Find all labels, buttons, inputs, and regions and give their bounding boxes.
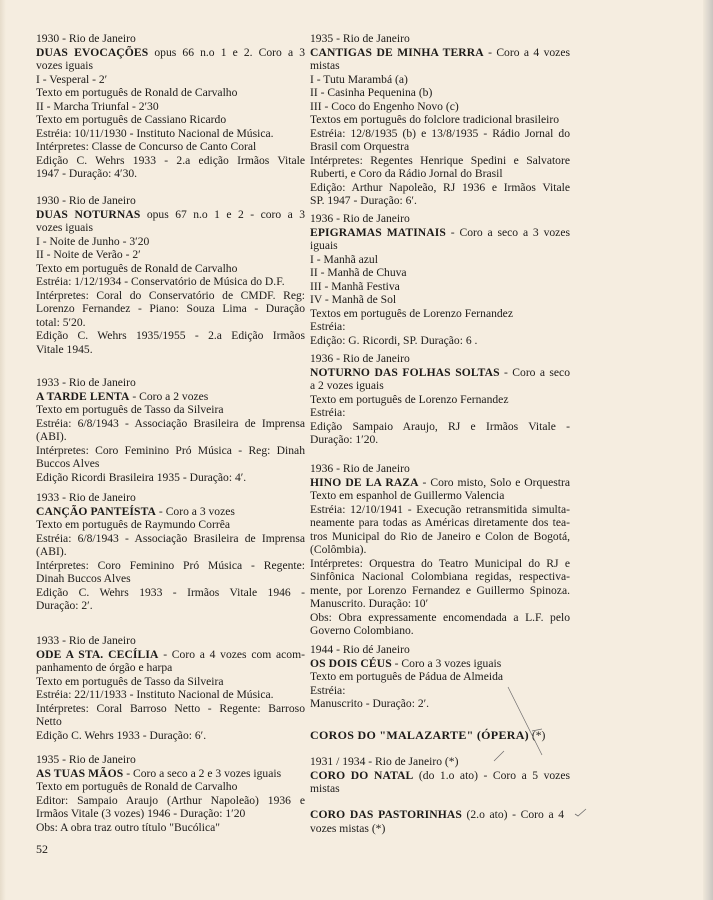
entry-line: Estréia: [310, 320, 346, 333]
entry-line: Duração: 1′20. [310, 433, 379, 446]
entry-title: OS DOIS CÉUS [310, 656, 392, 670]
entry-place: 1935 - Rio de Janeiro [36, 753, 136, 766]
entry-title: CORO DO NATAL [310, 768, 414, 782]
page-number: 52 [36, 842, 48, 856]
entry-place: 1936 - Rio de Janeiro [310, 212, 410, 225]
entry-title: DUAS EVOCAÇÕES [36, 45, 149, 59]
entry-subtitle: - Coro a 2 vozes [129, 389, 209, 403]
entry-line: Intérpretes: Coro Feminino Pró Música - Reg: Dinah [36, 443, 305, 457]
page-edge-left [0, 0, 6, 900]
entry-line: (Colômbia). [310, 543, 367, 556]
pencil-check-icon [575, 809, 586, 816]
entry-coro-do-natal [310, 755, 570, 796]
entry-line: Sinfônica Nacional Colombiana regidas, respectiva- [310, 570, 570, 583]
page-binding-edge [703, 0, 713, 900]
entry-subtitle: - Coro a 4 vozes com acom- [158, 647, 305, 661]
entry-line: Intérpretes: Coro Feminino Pró Música - Regente: [36, 558, 305, 572]
entry-line: Intérpretes: Orquestra do Teatro Municipal do RJ e [310, 556, 570, 570]
entry-line: Texto em português de Cassiano Ricardo [36, 113, 227, 126]
entry-subtitle: - Coro a 3 vozes [156, 504, 235, 518]
entry-line: Estréia: 10/11/1930 - Instituto Nacional de Música. [36, 126, 274, 140]
entry-ode-a-sta-cecilia [36, 634, 305, 742]
entry-line: iguais [310, 239, 338, 252]
entry-line: Obs: Obra expressamente encomendada a L.F. pelo [310, 610, 570, 624]
pencil-check-mark [574, 806, 588, 818]
entry-line: SP. 1947 - Duração: 6′. [310, 194, 417, 207]
entry-place: 1935 - Rio de Janeiro [310, 32, 410, 45]
entry-place: 1933 - Rio de Janeiro [36, 491, 136, 504]
entry-place: 1944 - Rio dé Janeiro [310, 643, 410, 656]
entry-place: 1933 - Rio de Janeiro [36, 376, 136, 389]
entry-line: Texto em português de Pádua de Almeida [310, 670, 504, 683]
entry-line: neamente para todas as Américas diretamente dos tea- [310, 516, 570, 529]
entry-line: Edição C. Wehrs 1935/1955 - 2.a Edição Irmãos [36, 329, 305, 342]
entry-title: HINO DE LA RAZA [310, 475, 419, 489]
entry-place: 1931 / 1934 - Rio de Janeiro (*) [310, 755, 459, 768]
entry-duas-evocacoes [36, 32, 305, 181]
entry-place: 1930 - Rio de Janeiro [36, 194, 136, 207]
entry-line: Intérpretes: Coral do Conservatório de CMDF. Reg: [36, 288, 305, 302]
entry-subtitle: opus 67 n.o 1 e 2 - coro a 3 [140, 207, 306, 221]
entry-line: Intérpretes: Regentes Henrique Spedini e Salvatore [310, 153, 570, 167]
entry-os-dois-ceus [310, 643, 570, 711]
entry-line: Estréia: [310, 683, 346, 697]
entry-line: Estréia: 22/11/1933 - Instituto Nacional de Música. [36, 688, 274, 701]
entry-line: Intérpretes: Coral Barroso Netto - Regente: Barroso [36, 701, 305, 715]
entry-coro-das-pastorinhas [310, 808, 570, 835]
entry-subtitle: opus 66 n.o 1 e 2. Coro a 3 [148, 45, 305, 59]
entry-line: Intérpretes: Classe de Concurso de Canto Coral [36, 140, 257, 153]
entry-line: I - Manhã azul [310, 252, 378, 266]
entry-line: Texto em português de Tasso da Silveira [36, 674, 224, 688]
entry-line: Edição C. Wehrs 1933 - Duração: 6′. [36, 728, 207, 742]
section-coros-do-malazarte [310, 729, 570, 743]
entry-line: Edição: Arthur Napoleão, RJ 1936 e Irmãos Vitale [310, 180, 570, 194]
entry-line: Manuscrito - Duração: 2′. [310, 697, 430, 710]
entry-subtitle: - Coro a 3 vozes iguais [391, 656, 502, 670]
entry-line: Texto em espanhol de Guillermo Valencia [310, 489, 505, 502]
entry-title: A TARDE LENTA [36, 389, 130, 403]
entry-line: III - Manhã Festiva [310, 279, 400, 293]
entry-line: tros Municipal do Rio de Janeiro e Colon de Bogotá, [310, 529, 570, 543]
entry-line: II - Marcha Triunfal - 2′30 [36, 99, 159, 113]
entry-line: III - Coco do Engenho Novo (c) [310, 99, 459, 113]
entry-cancao-panteista [36, 491, 305, 613]
entry-line: Vitale 1945. [36, 342, 93, 356]
entry-line: Estréia: 6/8/1943 - Associação Brasileira de Imprensa [36, 531, 305, 545]
entry-line: Governo Colombiano. [310, 624, 414, 637]
entry-line: Estréia: 6/8/1943 - Associação Brasileira de Imprensa [36, 416, 305, 430]
entry-line: Obs: A obra traz outro título "Bucólica" [36, 820, 220, 834]
entry-line: vozes iguais [36, 221, 93, 234]
entry-title: CANTIGAS DE MINHA TERRA [310, 45, 484, 59]
entry-place: 1933 - Rio de Janeiro [36, 634, 136, 647]
entry-subtitle: - Coro a seco a 2 e 3 vozes iguais [123, 766, 282, 780]
entry-place: 1936 - Rio de Janeiro [310, 462, 410, 475]
entry-line: Estréia: 1/12/1934 - Conservatório de Música do D.F. [36, 275, 285, 288]
entry-line: Editor: Sampaio Araujo (Arthur Napoleão) 1936 e [36, 793, 305, 807]
entry-line: Estréia: 12/8/1935 (b) e 13/8/1935 - Rádio Jornal do [310, 126, 570, 140]
entry-title: AS TUAS MÃOS [36, 766, 124, 780]
entry-line: Edição C. Wehrs 1933 - 2.a edição Irmãos Vitale [36, 153, 305, 167]
entry-a-tarde-lenta [36, 376, 305, 484]
entry-line: Textos em português do folclore tradicional brasileiro [310, 113, 560, 126]
entry-line: Dinah Buccos Alves [36, 572, 131, 585]
entry-line: Texto em português de Tasso da Silveira [36, 403, 224, 416]
entry-line: Buccos Alves [36, 457, 100, 470]
entry-line: a 2 vozes iguais [310, 379, 384, 392]
entry-line: Ruberti, e Coro da Rádio Jornal do Brasil [310, 167, 503, 180]
entry-line: Estréia: [310, 406, 346, 419]
entry-title: NOTURNO DAS FOLHAS SOLTAS [310, 365, 500, 379]
entry-subtitle: - Coro misto, Solo e Orquestra [418, 475, 570, 489]
entry-line: (ABI). [36, 430, 67, 443]
entry-line: Edição C. Wehrs 1933 - Irmãos Vitale 1946 - [36, 585, 305, 599]
entry-line: 1947 - Duração: 4′30. [36, 167, 138, 180]
entry-line: Edição Ricordi Brasileira 1935 - Duração: 4′. [36, 470, 247, 484]
entry-line: Edição Sampaio Araujo, RJ e Irmãos Vitale - [310, 419, 570, 433]
entry-line: Texto em português de Lorenzo Fernandez [310, 392, 509, 406]
entry-line: Texto em português de Ronald de Carvalho [36, 780, 238, 793]
entry-line: Edição: G. Ricordi, SP. Duração: 6 . [310, 333, 478, 347]
entry-line: mente, por Lorenzo Fernandez e Guillermo Spinoza. [310, 583, 570, 597]
entry-line: Brasil com Orquestra [310, 140, 410, 153]
entry-line: total: 5′20. [36, 315, 86, 329]
entry-line: vozes mistas (*) [310, 821, 386, 835]
entry-title: ODE A STA. CECÍLIA [36, 647, 159, 661]
entry-line: II - Noite de Verão - 2′ [36, 248, 141, 261]
entry-as-tuas-maos [36, 753, 305, 834]
entry-title: DUAS NOTURNAS [36, 207, 141, 221]
entry-place: 1936 - Rio de Janeiro [310, 352, 410, 365]
entry-line: II - Casinha Pequenina (b) [310, 86, 433, 99]
entry-duas-noturnas [36, 194, 305, 356]
entry-line: I - Tutu Marambá (a) [310, 72, 408, 86]
entry-line: panhamento de órgão e harpa [36, 661, 173, 674]
entry-subtitle: - Coro a seco a 3 vozes [445, 225, 570, 239]
entry-epigramas-matinais [310, 212, 570, 347]
section-heading: COROS DO "MALAZARTE" (ÓPERA) [310, 728, 529, 742]
entry-line: I - Vesperal - 2′ [36, 72, 108, 86]
entry-title: CANÇÃO PANTEÍSTA [36, 504, 157, 518]
entry-place: 1930 - Rio de Janeiro [36, 32, 136, 45]
entry-title: CORO DAS PASTORINHAS [310, 808, 462, 821]
entry-line: Duração: 2′. [36, 599, 93, 612]
entry-line: Estréia: 12/10/1941 - Execução retransmitida simulta- [310, 502, 570, 516]
entry-line: Lorenzo Fernandez - Piano: Souza Lima - Duração [36, 302, 305, 315]
entry-line: Irmãos Vitale (3 vozes) 1946 - Duração: 1′20 [36, 807, 246, 820]
entry-line: Textos em português de Lorenzo Fernandez [310, 306, 513, 320]
entry-line: Texto em português de Ronald de Carvalho [36, 261, 238, 275]
entry-cantigas-de-minha-terra [310, 32, 570, 208]
entry-line: (ABI). [36, 545, 67, 558]
entry-line: II - Manhã de Chuva [310, 266, 407, 279]
entry-noturno-das-folhas-soltas [310, 352, 570, 447]
entry-line: Manuscrito. Duração: 10′ [310, 597, 429, 610]
entry-line: mistas [310, 59, 340, 72]
entry-subtitle: (do 1.o ato) - Coro a 5 vozes [413, 768, 570, 782]
entry-line: Texto em português de Raymundo Corrêa [36, 518, 230, 531]
entry-line: Netto [36, 715, 62, 728]
entry-line: mistas [310, 782, 340, 795]
entry-subtitle: - Coro a 4 vozes [483, 45, 570, 59]
entry-subtitle: (2.o ato) - Coro a 4 [461, 808, 565, 821]
entry-title: EPIGRAMAS MATINAIS [310, 225, 446, 239]
entry-line: I - Noite de Junho - 3′20 [36, 234, 150, 248]
entry-hino-de-la-raza [310, 462, 570, 638]
heading-footnote-mark: (*) [531, 729, 546, 742]
entry-line: Texto em português de Ronald de Carvalho [36, 86, 238, 99]
entry-line: vozes iguais [36, 59, 93, 72]
entry-line: IV - Manhã de Sol [310, 293, 397, 306]
entry-subtitle: - Coro a seco [499, 365, 571, 379]
